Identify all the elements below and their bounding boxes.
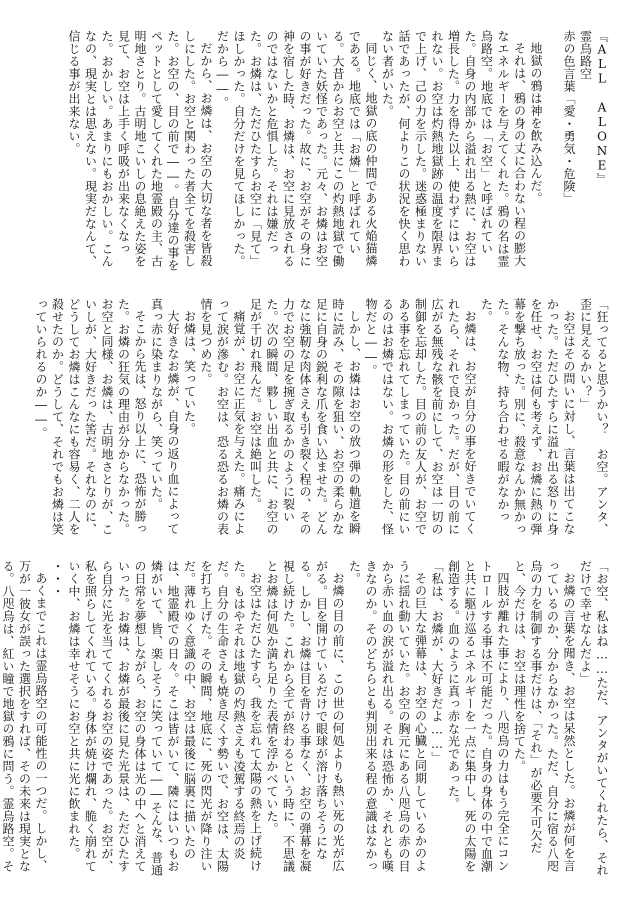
paragraph: お燐は、笑っていた。	[182, 310, 197, 435]
paragraph: 痛覚が、お空に正気を与えた。痛みによって涙が滲む。お空は、恐る恐るお燐の表情を見つめた。	[199, 298, 246, 536]
section-separator: ・・・	[50, 560, 65, 598]
paragraph: そこから先は、怒り以上に、恐怖が勝った。お燐の狂気の理由が分からなかった。お空と同様、お燐は、古明地さとりが、こいしが、大好きだった筈だ。それなのに、どうしてお燐はこんなにも容易く、二人を殺せたのか。どうして、それでもお燐は笑っていられるのか――。	[34, 298, 147, 536]
paragraph: 同じく、地獄の底の仲間である火焔猫燐である。地底では「お燐」と呼ばれている。大昔からお空と共にこの灼熱地獄で働いていた妖怪であった。元々、お燐はお空の事が好きだった。故に、お空がその身に神を宿した時、お燐は、お空に見放されるのではないかと危惧した。それは嫌だった。お燐は、ただひたすらお空に「見て」ほしかった。自分だけを見てほしかった。だから――。	[215, 30, 378, 268]
paragraph: しかし、お燐はお空の放つ弾の軌道を瞬時に読み、その隙を狙い、お空の柔らかな足に自身の鋭利な爪を食い込ませた。どんなに強靭な肉体さえも引き裂く程の、その力でお空の足を捥ぎ取るかのように裂いた。次の瞬間、夥しい出血と共に、お空の足が千切れ飛んだ。お空は絶叫した。	[248, 298, 362, 536]
upper-text-tier	[28, 30, 610, 276]
paragraph: 大好きなお燐が、自身の返り血によって真っ赤に染まりながら、笑っていた。	[149, 298, 180, 535]
dialogue-line: 「私は、お燐が、大好きだよ……」	[430, 560, 444, 764]
paragraph: お空はその問いに対し、言葉は出てこなかった。ただひたすらに溢れ出る怒りに身を任せ、お空は何も考えず、お燐に熱の弾幕を撃ち放った。別に、殺意なんか無かった。そんな物、持ち合わせる暇がなかった。	[479, 298, 576, 536]
paragraph: お燐の目の前に、この世の何処よりも熱い死の光が広がる。目を開けているだけで眼球が溶け落ちそうになる。しかし、お燐は目を背ける事なく、お空の弾幕を凝視し続けた。これから全てが終わるという時に、不思議とお燐は何処か満ち足りた表情を浮かべていた。	[265, 560, 345, 873]
color-words-label: 赤の色言葉「愛・勇気・危険」	[562, 30, 576, 205]
afterword-paragraph: あくまでこれは霊烏路空の可能性の一つだ。しかし、万が一彼女が誤った選択をすれば、その未来は現実となる。八咫烏は、紅い瞳で地獄の鴉に問う。霊烏路空。そ	[1, 560, 48, 873]
paragraph: だから、お燐は、お空の大切な者を皆殺しにした。お空と関わった者全てを殺害した。お空の、目の前で――。自分達の事をペットとして愛してくれた地霊殿の主、古明地さとり。古明地こいしの息絶えた姿を見て、お空は上手く呼吸が出来なくなった。おかしい。あまりにもおかしい。こんなの、現実とは思えない。現実だなんて、信じる事が出来ない。	[67, 30, 213, 272]
paragraph: 地獄の鴉は神を飲み込んだ。	[529, 42, 543, 205]
paragraph: その巨大な弾幕は、お空の心臓と同期しているかのように揺れ動いていた。お空の胸元にある八咫烏の赤の目から赤い血の涙が溢れ出る。それは恐怖か、それとも嘆きなのか。そのどちらとも判別出来る程の意識はなかった。	[347, 560, 428, 873]
paragraph: 四肢が離れた事により、八咫烏の力はもう完全にコントロールする事は不可能だった。自身の身体の中で血潮と共に駆け巡るエネルギーを一点に集中し、死の太陽を創造する。血のように真っ赤な光であった。	[446, 560, 510, 873]
paragraph: お燐は、お空が自分の事を好きでいてくれたら、それで良かった。だが、目の前に広がる無残な骸を前にして、お空は一切の制御を忘却した。目の前の友人が、お空である事を忘れてしまっていた。目の前にいるのはお燐ではない。お燐の形をした、怪物だと――。	[364, 298, 477, 536]
paragraph: お燐の言葉を聞き、お空は呆然とした。お燐が何を言っているのか、分からなかった。ただ、自分に宿る八咫烏の力を制御する事だけは、「それ」が必要不可欠だと、今だけは、お空は理性を捨てた。	[512, 560, 576, 873]
paragraph: それは、鴉の身の丈に合わない程の膨大なエネルギーを与えてくれた。鴉の名は霊烏路空。地底では「お空」と呼ばれていた。自身の内部から溢れ出る熱に、お空は増長した。力を得た以上、使わずにはいられない。お空は灼熱地獄跡の温度を限界まで上げ、己の力を示した。迷惑極まりない話であったが、何よりこの状況を快く思わない者がいた。	[380, 30, 527, 268]
middle-text-tier	[28, 298, 610, 538]
paragraph: お空はただひたすら、我を忘れて太陽の熱を上げ続けた。もはやそれは地獄の灼熱さえも凌駕する終焉の炎だ。自分の生命さえも焼き尽くす勢いで、お空は、太陽を打ち上げた。その瞬間、地底に、死の閃光が降り注いだ。薄れゆく意識の中、お空は最後に脳裏に描いたのは、地霊殿での日々。そこは皆がいて、隣にはいつもお燐がいて、皆、楽しそうに笑っていて――そんな、普通の日常を夢想しながら、お空の身体は光の中へと消えていった。お燐は、お燐が最後に見た光景は、ただひたすら自分に光を当ててくれるお空の姿であった。お空が、私を照らしてくれている。身体が焼け爛れ、脆く崩れていく中、お燐は幸せそうにお空と共に光に飲まれた。	[67, 560, 263, 877]
story-title: 『ALL ALONE』	[595, 30, 609, 186]
dialogue-line: 「お空、私はね……ただ、アンタがいてくれたら、それだけで幸せなんだよ」	[578, 560, 609, 877]
dialogue-line: 「狂ってると思うかい？ お空。アンタ、歪に見えるかい？」	[578, 298, 609, 536]
character-name: 霊烏路空	[578, 30, 593, 80]
lower-text-tier	[1, 560, 610, 878]
